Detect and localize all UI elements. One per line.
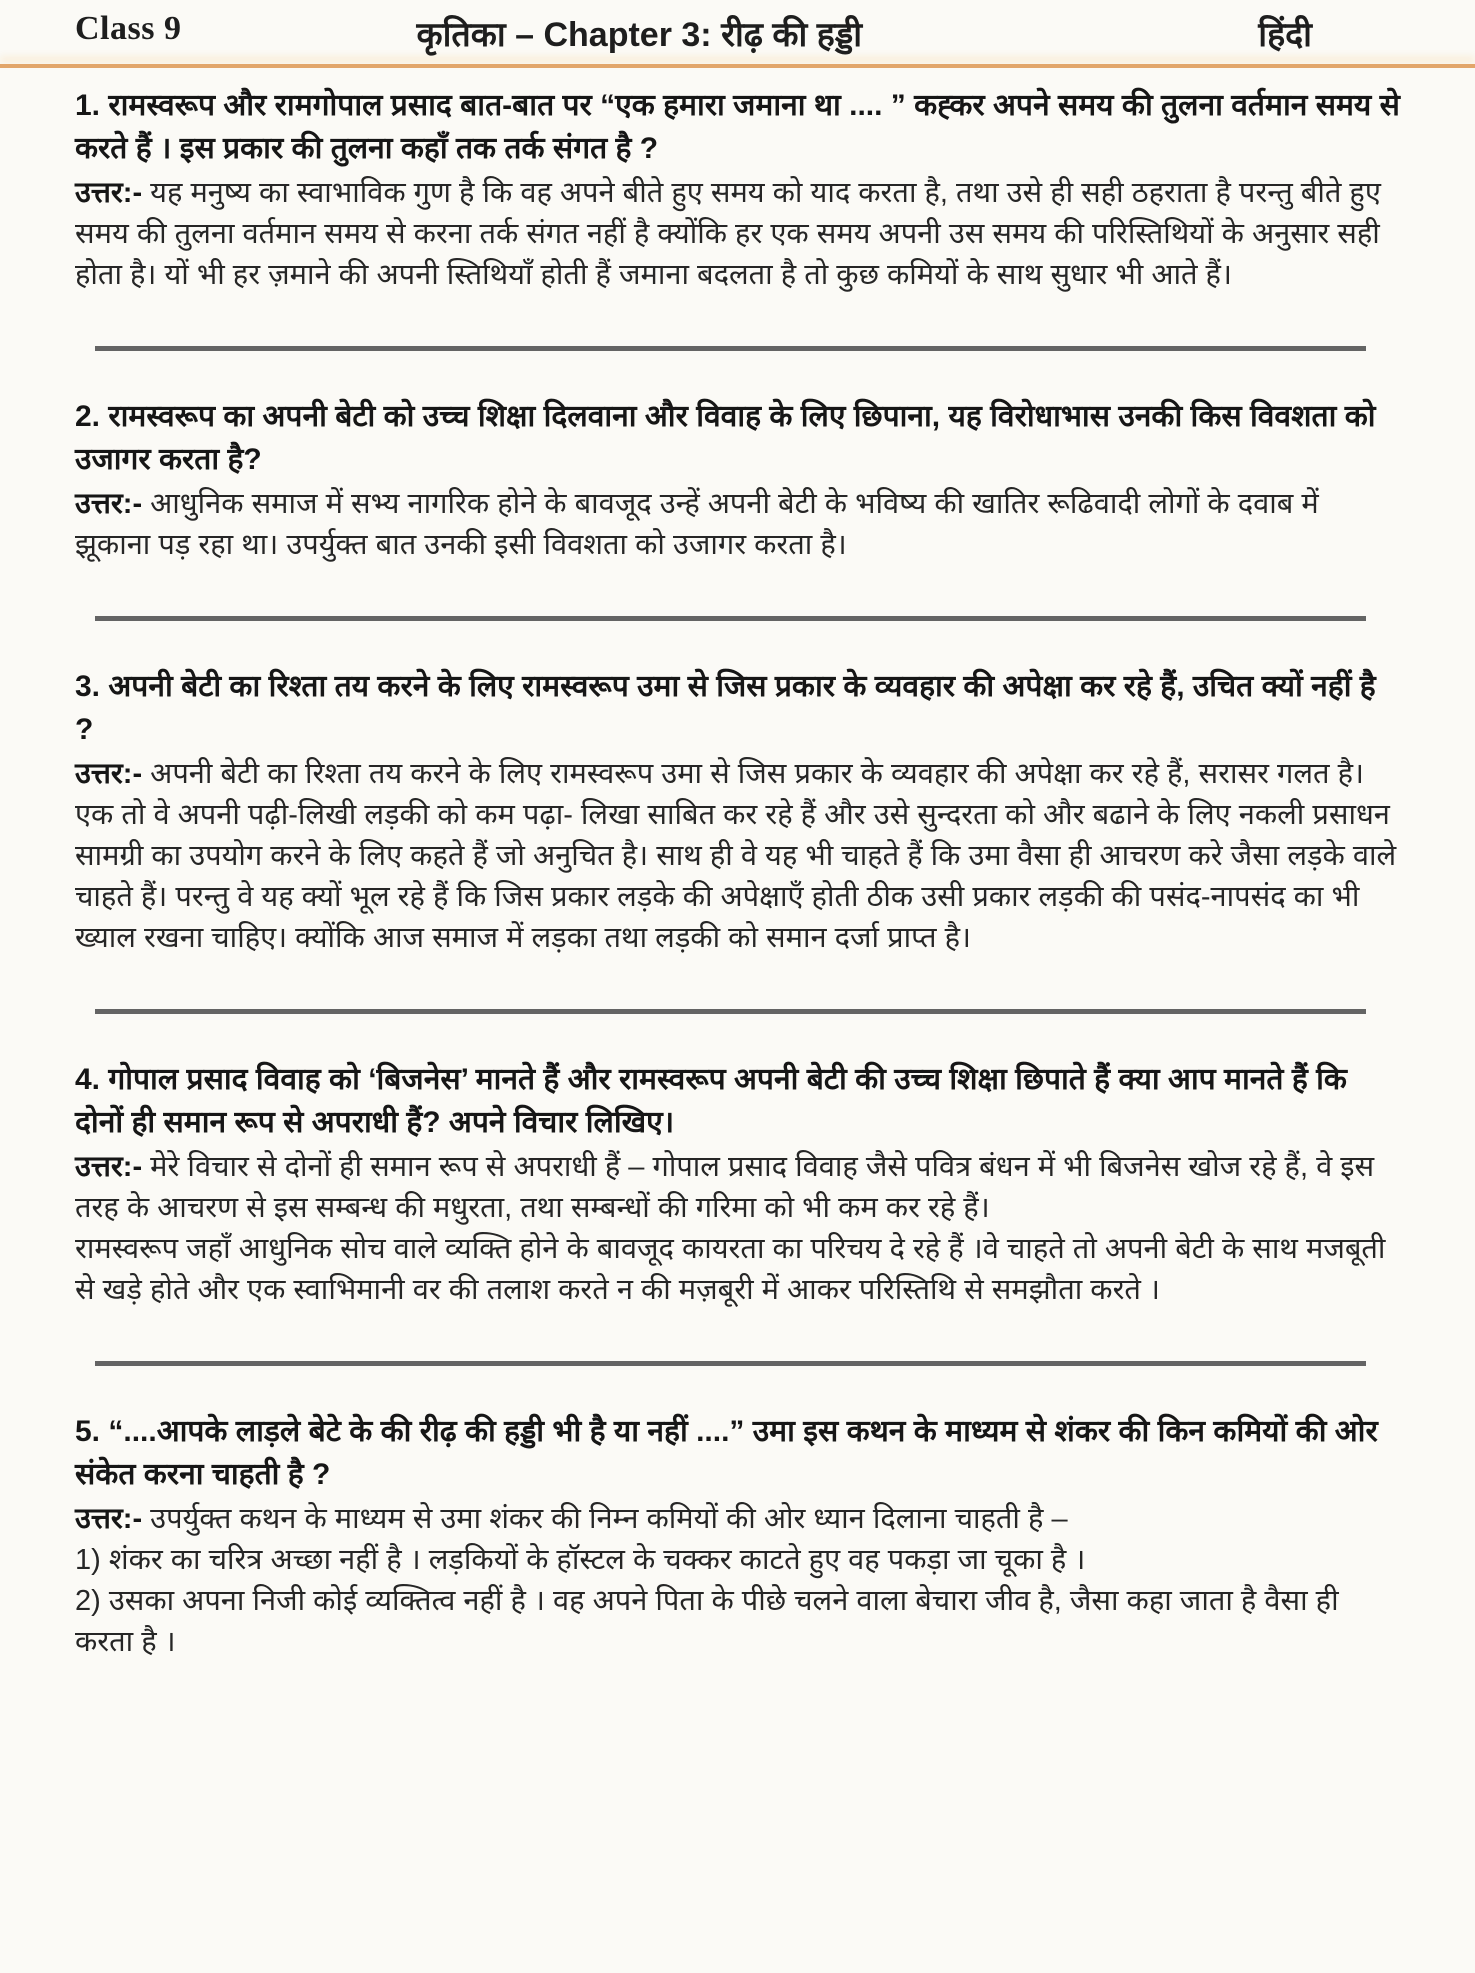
- answer-block: [75, 1147, 1400, 1311]
- question-text: 2. रामस्वरूप का अपनी बेटी को उच्च शिक्षा दिलवाना और विवाह के लिए छिपाना, यह विरोधाभास उनकी किस विवशता को उजागर करता है?: [75, 400, 1376, 476]
- page-title: कृतिका – Chapter 3: रीढ़ की हड्डी: [416, 16, 863, 54]
- answer-paragraph: उत्तर:- मेरे विचार से दोनों ही समान रूप से अपराधी हैं – गोपाल प्रसाद विवाह जैसे पवित्र बंधन में भी बिजनेस खोज रहे हैं, वे इस तरह के आचरण से इस सम्बन्ध की मधुरता, तथा सम्बन्धों की गरिमा को भी कम कर रहे हैं।: [75, 1151, 1375, 1224]
- class-label: Class 9: [75, 10, 182, 47]
- answer-block: [75, 173, 1400, 296]
- answer-label: उत्तर:-: [75, 177, 151, 209]
- question-text: 5. “....आपके लाड़ले बेटे के की रीढ़ की हड्डी भी है या नहीं ....” उमा इस कथन के माध्यम से शंकर की किन कमियों की ओर संकेत करना चाहती है ?: [75, 1415, 1378, 1491]
- answer-paragraph: उत्तर:- अपनी बेटी का रिश्ता तय करने के लिए रामस्वरूप उमा से जिस प्रकार के व्यवहार की अपेक्षा कर रहे हैं, सरासर गलत है। एक तो वे अपनी पढ़ी-लिखी लड़की को कम पढ़ा- लिखा साबित कर रहे हैं और उसे सुन्दरता को और बढाने के लिए नकली प्रसाधन सामग्री का उपयोग करने के लिए कहते हैं जो अनुचित है। साथ ही वे यह भी चाहते हैं कि उमा वैसा ही आचरण करे जैसा लड़के वाले चाहते हैं। परन्तु वे यह क्यों भूल रहे हैं कि जिस प्रकार लड़के की अपेक्षाएँ होती ठीक उसी प्रकार लड़की की पसंद-नापसंद का भी ख्याल रखना चाहिए। क्योंकि आज समाज में लड़का तथा लड़की को समान दर्जा प्राप्त है।: [75, 758, 1397, 954]
- page-header: [0, 0, 1475, 64]
- qa-section: [75, 665, 1400, 1014]
- answer-label: उत्तर:-: [75, 1151, 151, 1183]
- section-divider: [95, 1361, 1366, 1366]
- answer-label: उत्तर:-: [75, 1503, 151, 1535]
- answer-paragraph: 2) उसका अपना निजी कोई व्यक्तित्व नहीं है । वह अपने पिता के पीछे चलने वाला बेचारा जीव है, जैसा कहा जाता है वैसा ही करता है ।: [75, 1585, 1339, 1658]
- answer-block: [75, 1499, 1400, 1663]
- answer-paragraph: रामस्वरूप जहाँ आधुनिक सोच वाले व्यक्ति होने के बावजूद कायरता का परिचय दे रहे हैं ।वे चाहते तो अपनी बेटी के साथ मजबूती से खड़े होते और एक स्वाभिमानी वर की तलाश करते न की मज़बूरी में आकर परिस्तिथि से समझौता करते ।: [75, 1233, 1386, 1306]
- subject-label: हिंदी: [1258, 16, 1312, 54]
- answer-paragraph: उत्तर:- आधुनिक समाज में सभ्य नागरिक होने के बावजूद उन्हें अपनी बेटी के भविष्य की खातिर रूढिवादी लोगों के दवाब में झूकाना पड़ रहा था। उपर्युक्त बात उनकी इसी विवशता को उजागर करता है।: [75, 488, 1319, 561]
- section-divider: [95, 346, 1366, 351]
- answer-block: [75, 754, 1400, 959]
- qa-section: [75, 84, 1400, 351]
- answer-paragraph: 1) शंकर का चरित्र अच्छा नहीं है । लड़कियों के हॉस्टल के चक्कर काटते हुए वह पकड़ा जा चूका है ।: [75, 1544, 1086, 1576]
- answer-label: उत्तर:-: [75, 758, 151, 790]
- question-text: 4. गोपाल प्रसाद विवाह को ‘बिजनेस’ मानते हैं और रामस्वरूप अपनी बेटी की उच्च शिक्षा छिपाते हैं क्या आप मानते हैं कि दोनों ही समान रूप से अपराधी हैं? अपने विचार लिखिए।: [75, 1063, 1347, 1139]
- answer-paragraph: उत्तर:- उपर्युक्त कथन के माध्यम से उमा शंकर की निम्न कमियों की ओर ध्यान दिलाना चाहती है –: [75, 1503, 1068, 1535]
- answer-label: उत्तर:-: [75, 488, 151, 520]
- section-divider: [95, 616, 1366, 621]
- qa-section: [75, 1410, 1400, 1663]
- qa-section: [75, 395, 1400, 621]
- question-text: 1. रामस्वरूप और रामगोपाल प्रसाद बात-बात पर “एक हमारा जमाना था .... ” कह्कर अपने समय की तुलना वर्तमान समय से करते हैं । इस प्रकार की तुलना कहाँ तक तर्क संगत है ?: [75, 89, 1400, 165]
- section-divider: [95, 1009, 1366, 1014]
- question-text: 3. अपनी बेटी का रिश्ता तय करने के लिए रामस्वरूप उमा से जिस प्रकार के व्यवहार की अपेक्षा कर रहे हैं, उचित क्यों नहीं है ?: [75, 670, 1376, 746]
- answer-paragraph: उत्तर:- यह मनुष्य का स्वाभाविक गुण है कि वह अपने बीते हुए समय को याद करता है, तथा उसे ही सही ठहराता है परन्तु बीते हुए समय की तुलना वर्तमान समय से करना तर्क संगत नहीं है क्योंकि हर एक समय अपनी उस समय की परिस्तिथियों के अनुसार सही होता है। यों भी हर ज़माने की अपनी स्तिथियाँ होती हैं जमाना बदलता है तो कुछ कमियों के साथ सुधार भी आते हैं।: [75, 177, 1381, 291]
- qa-list: [0, 68, 1475, 1663]
- qa-section: [75, 1058, 1400, 1366]
- answer-block: [75, 484, 1400, 566]
